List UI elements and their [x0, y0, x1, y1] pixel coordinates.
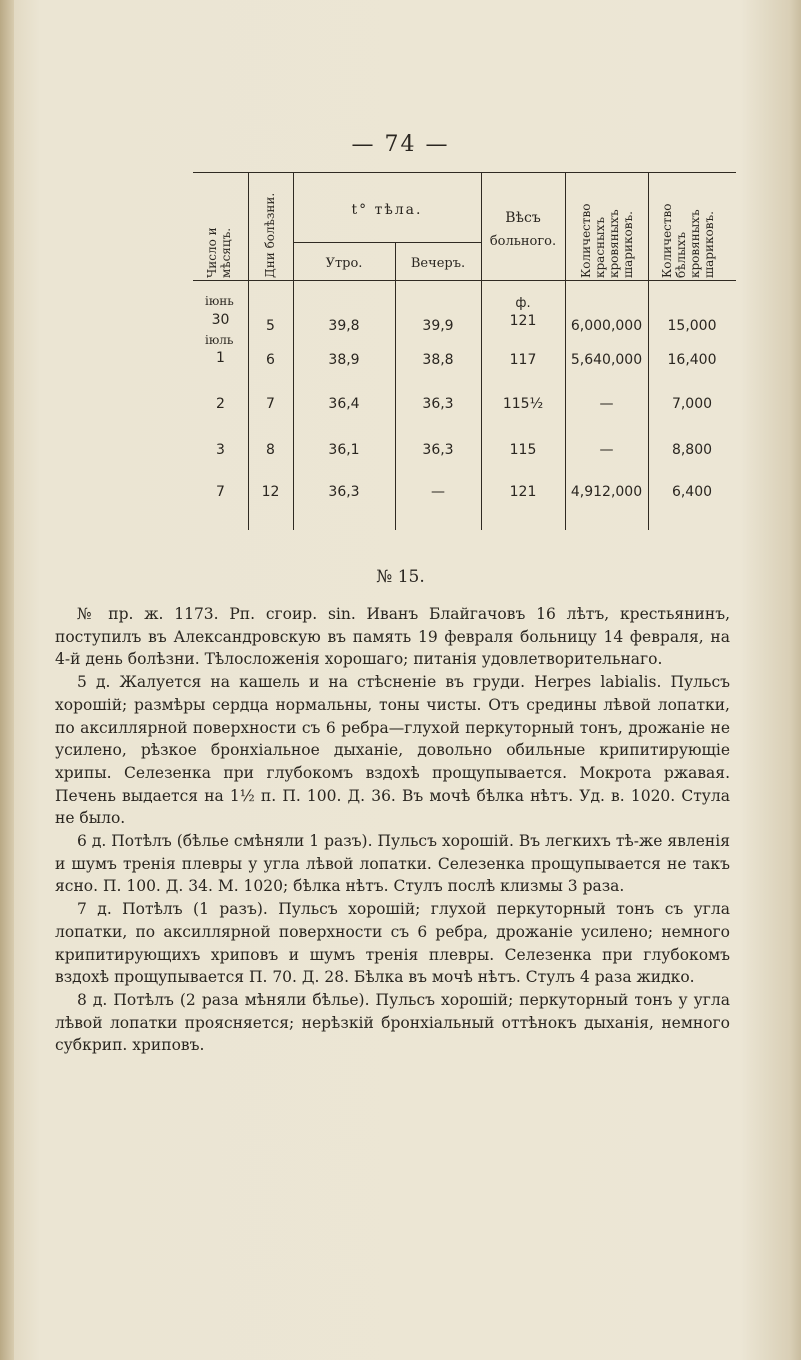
- row-date: 7: [216, 484, 225, 500]
- header-red-cells: Количество красныхъ кровяныхъ шариковъ.: [579, 203, 635, 278]
- col-divider: [248, 172, 249, 530]
- row-day: 12: [261, 484, 280, 500]
- row-morning: 36,3: [328, 484, 360, 500]
- row-red: —: [599, 396, 614, 412]
- header-bottom-rule: [193, 280, 736, 281]
- paragraph: № пр. ж. 1173. Рп. сгоир. sin. Иванъ Блайгачовъ 16 лѣтъ, крестьянинъ, поступилъ въ Александровскую въ память 19 февраля больницу 14 февраля, на 4-й день болѣзни. Тѣлосложенія хорошаго; питанія удовлетворительнаго.: [55, 605, 730, 669]
- row-day: 6: [266, 352, 275, 368]
- paragraph: 7 д. Потѣлъ (1 разъ). Пульсъ хорошій; глухой перкуторный тонъ съ угла лопатки, по аксиллярной поверхности съ 6 ребра, дрожаніе усилено; немного крипитирующихъ хриповъ и шумъ тренія плевры. Селезенка при глубокомъ вздохѣ прощупывается П. 70. Д. 28. Бѣлка въ мочѣ нѣтъ. Стулъ 4 раза жидко.: [55, 900, 730, 987]
- row-weight: 115½: [502, 396, 544, 412]
- page-edge: [0, 0, 14, 1360]
- row-month: іюнь: [205, 294, 234, 308]
- row-weight: 115: [509, 442, 537, 458]
- col-divider: [648, 172, 649, 530]
- row-day: 8: [266, 442, 275, 458]
- row-evening: —: [431, 484, 445, 500]
- weight-unit: ф.: [515, 296, 531, 311]
- row-weight: 121: [509, 313, 537, 329]
- row-weight: 121: [509, 484, 537, 500]
- paragraph: 5 д. Жалуется на кашель и на стѣсненіе въ груди. Herpes labialis. Пульсъ хорошій; размѣры сердца нормальны, тоны чисты. Отъ средины лѣвой лопатки, по аксиллярной поверхности съ 6 ребра—глухой перкуторный тонъ, дрожаніе не усилено, рѣзкое бронхіальное дыханіе, довольно обильные крипитирующіе хрипы. Селезенка при глубокомъ вздохѣ прощупывается. Мокрота ржавая. Печень выдается на 1½ п. П. 100. Д. 36. Въ мочѣ бѣлка нѣтъ. Уд. в. 1020. Стула не было.: [55, 673, 730, 828]
- header-weight-sub: больного.: [489, 234, 557, 249]
- row-day: 7: [266, 396, 275, 412]
- page-number: — 74 —: [351, 132, 450, 157]
- paragraph: 8 д. Потѣлъ (2 раза мѣняли бѣлье). Пульсъ хорошій; перкуторный тонъ у угла лѣвой лопатки проясняется; нерѣзкій бронхіальный оттѣнокъ дыханія, немного субкрип. хриповъ.: [55, 990, 730, 1055]
- row-date: 2: [216, 396, 225, 412]
- case-text: [55, 603, 730, 1057]
- row-morning: 38,9: [328, 352, 360, 368]
- row-morning: 39,8: [328, 318, 360, 334]
- row-weight: 117: [509, 352, 537, 368]
- row-evening: 36,3: [422, 442, 454, 458]
- temp-subheader-rule: [293, 242, 481, 243]
- header-morning: Утро.: [325, 256, 363, 271]
- row-white: 16,400: [667, 352, 717, 368]
- paragraph: 6 д. Потѣлъ (бѣлье смѣняли 1 разъ). Пульсъ хорошій. Въ легкихъ тѣ-же явленія и шумъ тренія плевры у угла лѣвой лопатки. Селезенка прощупывается не такъ ясно. П. 100. Д. 34. М. 1020; бѣлка нѣтъ. Стулъ послѣ клизмы 3 раза.: [55, 832, 730, 896]
- row-evening: 38,8: [422, 352, 454, 368]
- row-white: 8,800: [671, 442, 713, 458]
- row-morning: 36,4: [328, 396, 360, 412]
- header-white-cells: Количество бѣлыхъ кровяныхъ шариковъ.: [660, 203, 716, 278]
- header-temperature: t° тѣла.: [351, 202, 423, 218]
- row-month: іюль: [205, 333, 234, 347]
- col-divider: [565, 172, 566, 530]
- case-title: № 15.: [376, 567, 425, 587]
- row-evening: 36,3: [422, 396, 454, 412]
- col-divider: [293, 172, 294, 530]
- clinical-table: [193, 172, 736, 530]
- header-day: Дни болѣзни.: [263, 192, 277, 278]
- header-evening: Вечеръ.: [410, 256, 466, 271]
- row-red: 6,000,000: [570, 318, 643, 334]
- header-weight: Вѣсъ: [505, 210, 541, 226]
- row-white: 7,000: [671, 396, 713, 412]
- row-red: 4,912,000: [570, 484, 643, 500]
- row-date: 3: [216, 442, 225, 458]
- row-day: 5: [266, 318, 275, 334]
- header-date: Число и мѣсяцъ.: [205, 227, 233, 278]
- row-red: —: [599, 442, 614, 458]
- row-evening: 39,9: [422, 318, 454, 334]
- row-date: 30: [211, 312, 230, 328]
- row-white: 15,000: [667, 318, 717, 334]
- row-date: 1: [216, 350, 225, 366]
- table-top-rule: [193, 172, 736, 173]
- row-morning: 36,1: [328, 442, 360, 458]
- row-red: 5,640,000: [570, 352, 643, 368]
- row-white: 6,400: [671, 484, 713, 500]
